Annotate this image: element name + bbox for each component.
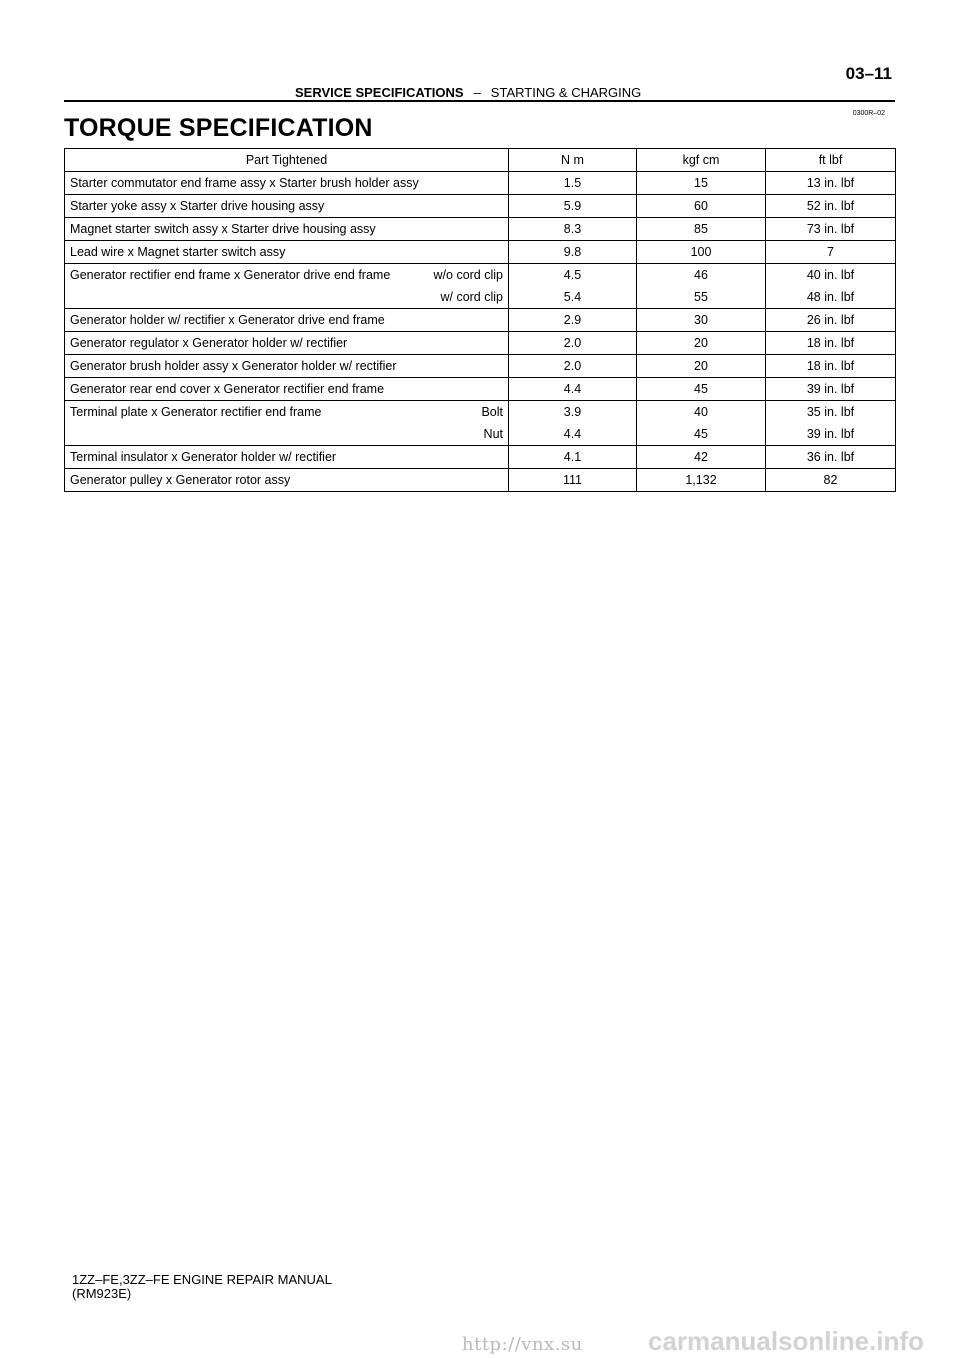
table-row — [65, 241, 896, 264]
part-cell: Generator pulley x Generator rotor assy — [65, 469, 509, 492]
header-rule — [64, 100, 895, 102]
ftlbf-cell: 7 — [766, 241, 896, 264]
nm-cell: 2.0 — [509, 332, 637, 355]
table-row — [65, 446, 896, 469]
table-row — [65, 355, 896, 378]
manual-code: (RM923E) — [72, 1286, 132, 1301]
value-line: 45 — [694, 427, 708, 441]
value-line: 46 — [694, 268, 708, 282]
kgfcm-cell: 42 — [637, 446, 766, 469]
ftlbf-cell: 13 in. lbf — [766, 172, 896, 195]
part-cell — [65, 401, 509, 446]
ftlbf-cell — [766, 264, 896, 309]
manual-name: 1ZZ–FE,3ZZ–FE ENGINE REPAIR MANUAL — [72, 1272, 332, 1287]
table-row — [65, 172, 896, 195]
condition-label: w/ cord clip — [440, 290, 503, 304]
col-header-ftlbf: ft lbf — [766, 149, 896, 172]
col-header-part: Part Tightened — [65, 149, 509, 172]
kgfcm-cell: 85 — [637, 218, 766, 241]
part-cell: Starter yoke assy x Starter drive housing assy — [65, 195, 509, 218]
ftlbf-cell: 18 in. lbf — [766, 332, 896, 355]
kgfcm-cell — [637, 264, 766, 309]
table-row — [65, 309, 896, 332]
nm-cell: 9.8 — [509, 241, 637, 264]
ftlbf-cell: 39 in. lbf — [766, 378, 896, 401]
part-cell: Generator brush holder assy x Generator holder w/ rectifier — [65, 355, 509, 378]
nm-cell: 1.5 — [509, 172, 637, 195]
condition-label: w/o cord clip — [433, 268, 503, 282]
value-line: 39 in. lbf — [806, 427, 855, 441]
table-row — [65, 264, 896, 309]
value-line: 40 in. lbf — [806, 268, 855, 282]
footer — [72, 1273, 332, 1301]
table-row — [65, 218, 896, 241]
table-row — [65, 469, 896, 492]
watermark-url: http://vnx.su — [462, 1334, 583, 1355]
part-cell: Starter commutator end frame assy x Starter brush holder assy — [65, 172, 509, 195]
part-cell: Terminal insulator x Generator holder w/ rectifier — [65, 446, 509, 469]
nm-cell: 2.9 — [509, 309, 637, 332]
section-title: SERVICE SPECIFICATIONS — [295, 85, 464, 100]
part-line — [70, 401, 503, 423]
page-number: 03–11 — [845, 64, 892, 83]
doc-code: 0300R–02 — [852, 110, 885, 117]
nm-cell — [509, 401, 637, 446]
running-header — [295, 85, 641, 100]
kgfcm-cell — [637, 401, 766, 446]
kgfcm-cell: 1,132 — [637, 469, 766, 492]
ftlbf-cell: 18 in. lbf — [766, 355, 896, 378]
torque-spec-table — [64, 148, 896, 492]
part-text: Generator rectifier end frame x Generator drive end frame — [70, 268, 391, 282]
nm-cell: 4.4 — [509, 378, 637, 401]
ftlbf-cell: 26 in. lbf — [766, 309, 896, 332]
part-cell: Generator holder w/ rectifier x Generator drive end frame — [65, 309, 509, 332]
part-text: Terminal plate x Generator rectifier end frame — [70, 405, 322, 419]
nm-cell: 5.9 — [509, 195, 637, 218]
ftlbf-cell: 36 in. lbf — [766, 446, 896, 469]
col-header-nm: N m — [509, 149, 637, 172]
kgfcm-cell: 100 — [637, 241, 766, 264]
col-header-kgfcm: kgf cm — [637, 149, 766, 172]
subsection-title: STARTING & CHARGING — [490, 85, 642, 100]
nm-cell — [509, 264, 637, 309]
kgfcm-cell: 45 — [637, 378, 766, 401]
table-row — [65, 378, 896, 401]
value-line: 5.4 — [563, 290, 582, 304]
page-title: TORQUE SPECIFICATION — [64, 114, 373, 142]
nm-cell: 4.1 — [509, 446, 637, 469]
kgfcm-cell: 20 — [637, 332, 766, 355]
ftlbf-cell: 82 — [766, 469, 896, 492]
ftlbf-cell: 52 in. lbf — [766, 195, 896, 218]
table-header-row — [65, 149, 896, 172]
table-row — [65, 401, 896, 446]
condition-label: Nut — [483, 427, 503, 441]
condition-label: Bolt — [481, 405, 503, 419]
ftlbf-cell — [766, 401, 896, 446]
kgfcm-cell: 60 — [637, 195, 766, 218]
part-cell: Generator rear end cover x Generator rectifier end frame — [65, 378, 509, 401]
part-cell: Generator regulator x Generator holder w/ rectifier — [65, 332, 509, 355]
table-row — [65, 195, 896, 218]
table-row — [65, 332, 896, 355]
nm-cell: 8.3 — [509, 218, 637, 241]
nm-cell: 111 — [509, 469, 637, 492]
part-line — [70, 264, 503, 286]
kgfcm-cell: 20 — [637, 355, 766, 378]
header-separator: – — [473, 85, 481, 100]
part-cell: Lead wire x Magnet starter switch assy — [65, 241, 509, 264]
ftlbf-cell: 73 in. lbf — [766, 218, 896, 241]
value-line: 4.5 — [563, 268, 582, 282]
value-line: 48 in. lbf — [806, 290, 855, 304]
value-line: 35 in. lbf — [806, 405, 855, 419]
watermark-site: carmanualsonline.info — [648, 1326, 924, 1356]
value-line: 3.9 — [563, 405, 582, 419]
kgfcm-cell: 15 — [637, 172, 766, 195]
value-line: 4.4 — [563, 427, 582, 441]
part-cell — [65, 264, 509, 309]
part-cell: Magnet starter switch assy x Starter drive housing assy — [65, 218, 509, 241]
nm-cell: 2.0 — [509, 355, 637, 378]
kgfcm-cell: 30 — [637, 309, 766, 332]
value-line: 40 — [694, 405, 708, 419]
value-line: 55 — [694, 290, 708, 304]
